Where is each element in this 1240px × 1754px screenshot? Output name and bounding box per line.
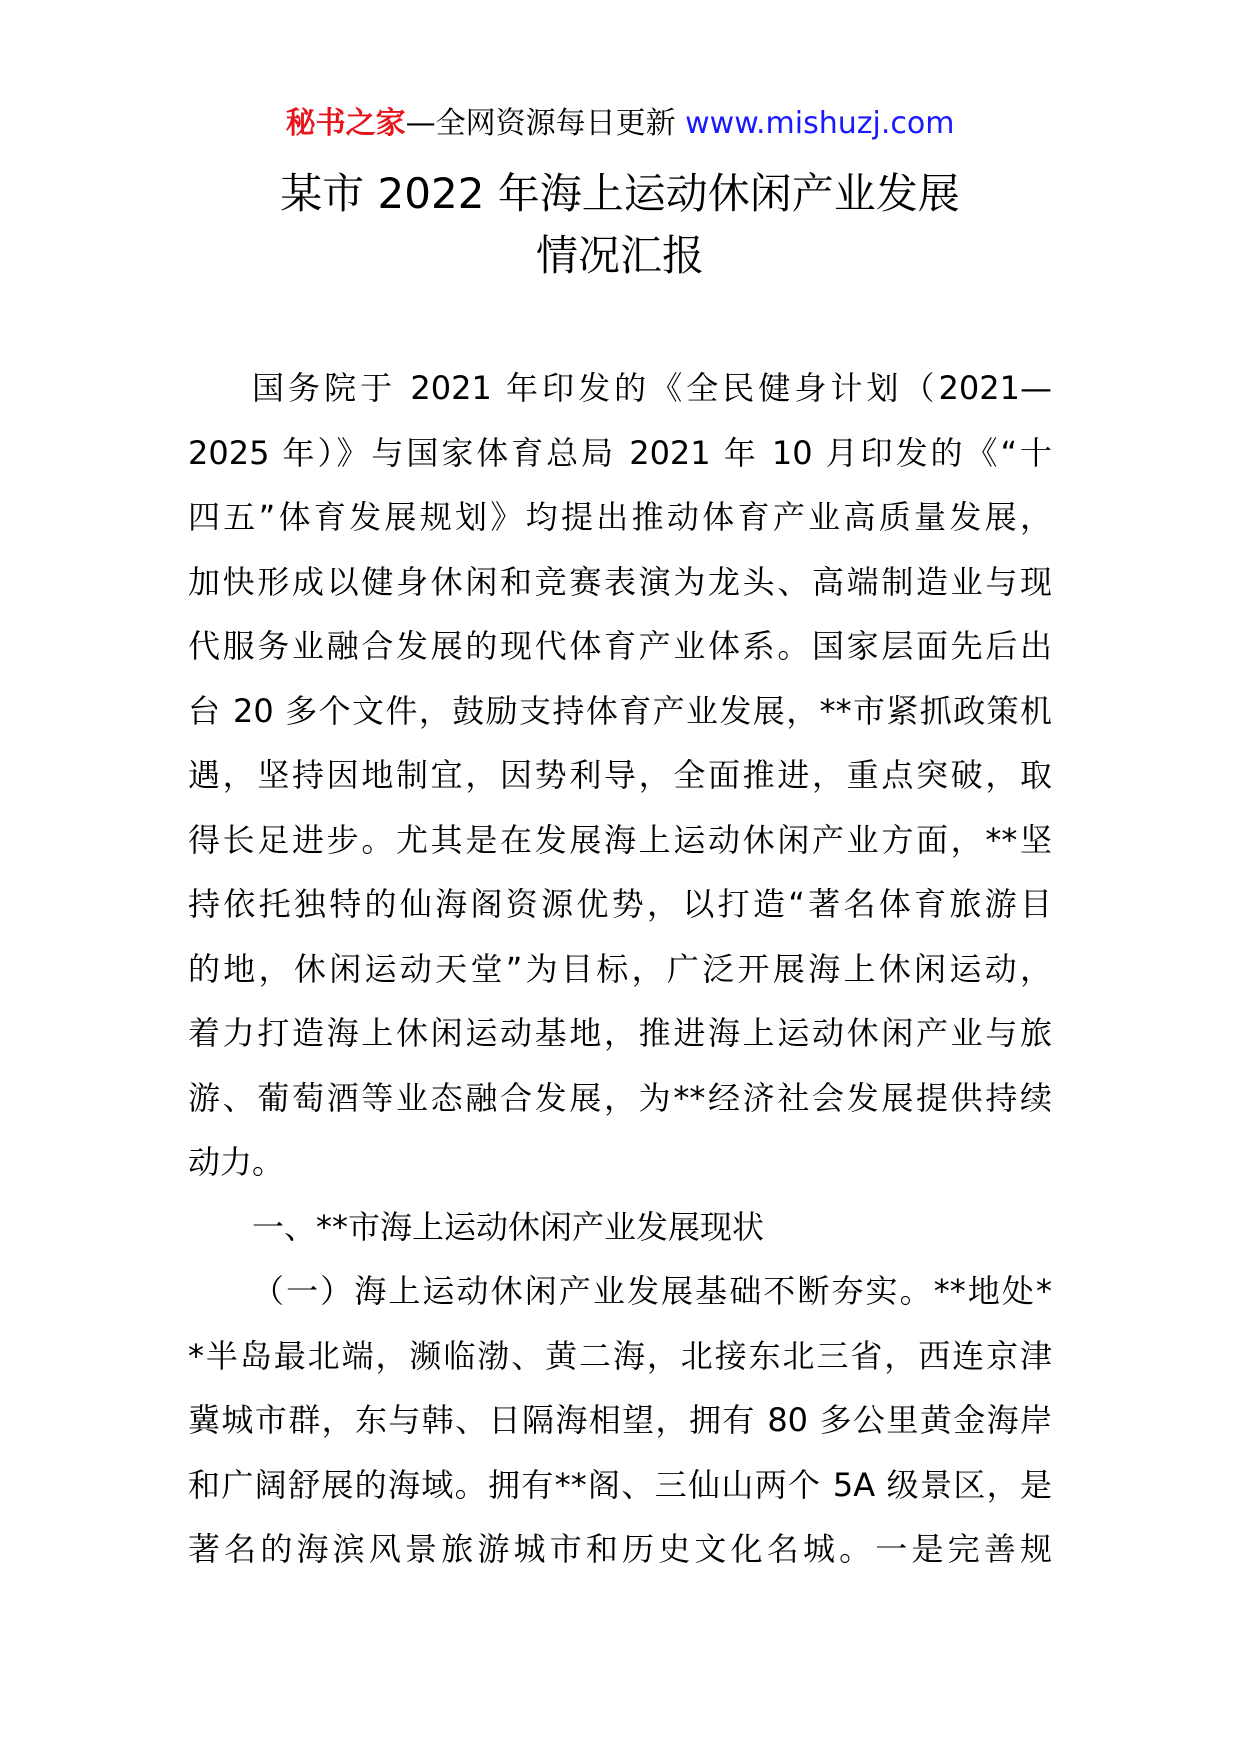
paragraph-line: 四五”体育发展规划》均提出推动体育产业高质量发展， [188, 498, 1052, 536]
title-line-1: 某市 2022 年海上运动休闲产业发展 [280, 169, 960, 218]
paragraph-line: 代服务业融合发展的现代体育产业体系。国家层面先后出 [188, 627, 1052, 665]
paragraph-line: 2025 年）》与国家体育总局 2021 年 10 月印发的《“十 [188, 433, 1052, 472]
document-body [188, 356, 1052, 1582]
site-header [0, 98, 1240, 150]
paragraph-line: 著名的海滨风景旅游城市和历史文化名城。一是完善规 [188, 1530, 1052, 1568]
paragraph-line: 持依托独特的仙海阁资源优势，以打造“著名体育旅游目 [188, 885, 1052, 923]
paragraph-line: 着力打造海上休闲运动基地，推进海上运动休闲产业与旅 [188, 1014, 1052, 1052]
paragraph-line: *半岛最北端，濒临渤、黄二海，北接东北三省，西连京津 [188, 1336, 1052, 1375]
section-heading: 一、**市海上运动休闲产业发展现状 [252, 1207, 765, 1246]
site-url-link[interactable]: www.mishuzj.com [685, 106, 955, 141]
paragraph-line: （一）海上运动休闲产业发展基础不断夯实。**地处* [252, 1272, 1052, 1310]
paragraph-line: 和广阔舒展的海域。拥有**阁、三仙山两个 5A 级景区，是 [188, 1465, 1052, 1504]
paragraph-line: 加快形成以健身休闲和竞赛表演为龙头、高端制造业与现 [188, 562, 1052, 601]
paragraph-line: 冀城市群，东与韩、日隔海相望，拥有 80 多公里黄金海岸 [188, 1401, 1052, 1439]
paragraph-line: 国务院于 2021 年印发的《全民健身计划（2021— [252, 369, 1052, 407]
header-tagline: —全网资源每日更新 [405, 106, 686, 141]
title-line-2: 情况汇报 [535, 231, 704, 280]
paragraph-line: 的地，休闲运动天堂”为目标，广泛开展海上休闲运动， [188, 949, 1052, 988]
paragraph-line: 游、葡萄酒等业态融合发展，为**经济社会发展提供持续 [188, 1078, 1052, 1117]
paragraph-line: 得长足进步。尤其是在发展海上运动休闲产业方面，**坚 [188, 820, 1052, 859]
paragraph-line: 动力。 [188, 1143, 285, 1181]
document-title [0, 163, 1240, 287]
brand-name: 秘书之家 [285, 106, 406, 141]
paragraph-line: 遇，坚持因地制宜，因势利导，全面推进，重点突破，取 [188, 756, 1052, 794]
paragraph-line: 台 20 多个文件，鼓励支持体育产业发展，**市紧抓政策机 [188, 691, 1052, 730]
